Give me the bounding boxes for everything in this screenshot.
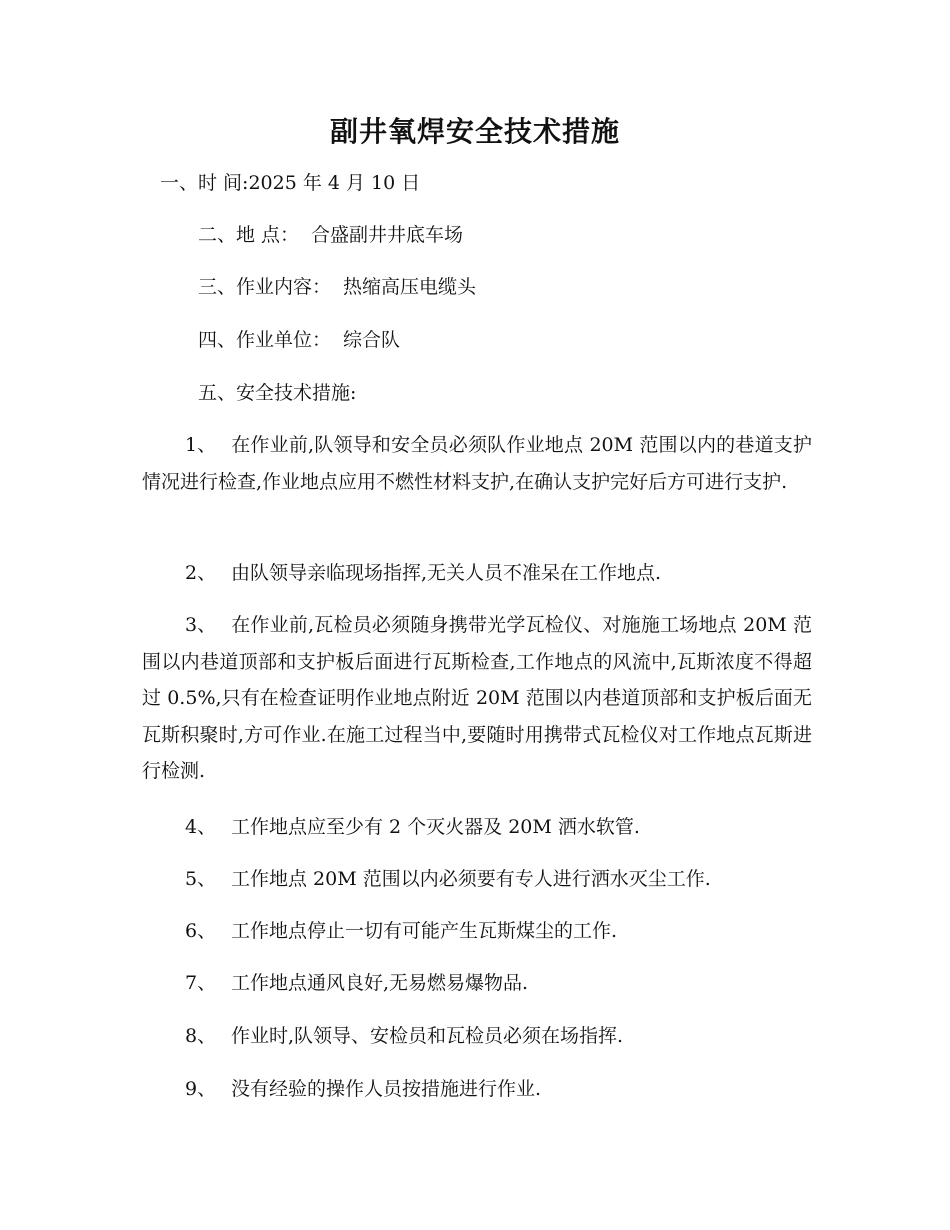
measure-item-7 <box>142 965 812 1002</box>
measure-item-1 <box>142 427 812 500</box>
measure-number: 3、 <box>185 614 217 636</box>
measure-text: 作业时,队领导、安检员和瓦检员必须在场指挥. <box>231 1025 624 1047</box>
measure-item-3 <box>142 607 812 790</box>
time-value: 2025 年 4 月 10 日 <box>248 172 421 194</box>
measure-text: 由队领导亲临现场指挥,无关人员不准呆在工作地点. <box>231 562 662 584</box>
measure-number: 8、 <box>185 1025 217 1047</box>
measure-text: 没有经验的操作人员按措施进行作业. <box>231 1078 542 1100</box>
measure-item-4 <box>142 809 812 846</box>
unit-line <box>198 327 400 353</box>
measure-item-2 <box>142 555 812 592</box>
measure-number: 4、 <box>185 816 217 838</box>
measure-number: 5、 <box>185 868 217 890</box>
measure-text: 在作业前,瓦检员必须随身携带光学瓦检仪、对施施工场地点 20M 范围以内巷道顶部和支护板后面进行瓦斯检查,工作地点的风流中,瓦斯浓度不得超过 0.5%,只有在检查证明作业地点附近 20M 范围以内巷道顶部和支护板后面无瓦斯积聚时,方可作业.在施工过程当中,要随时用携带式瓦检仪对工作地点瓦斯进行检测. <box>142 614 812 782</box>
time-label: 一、时 间: <box>160 172 249 194</box>
measure-item-6 <box>142 913 812 950</box>
document-title: 副井氧焊安全技术措施 <box>329 115 620 148</box>
measure-item-8 <box>142 1018 812 1055</box>
measure-item-5 <box>142 861 812 898</box>
measure-item-9 <box>142 1071 812 1108</box>
measure-text: 在作业前,队领导和安全员必须队作业地点 20M 范围以内的巷道支护情况进行检查,作业地点应用不燃性材料支护,在确认支护完好后方可进行支护. <box>142 434 812 493</box>
content-value: 热缩高压电缆头 <box>343 276 477 298</box>
place-line <box>198 222 463 248</box>
measure-number: 9、 <box>185 1078 217 1100</box>
measure-number: 2、 <box>185 562 217 584</box>
measure-text: 工作地点应至少有 2 个灭火器及 20M 洒水软管. <box>231 816 640 838</box>
measures-heading: 五、安全技术措施: <box>198 382 357 404</box>
measure-text: 工作地点 20M 范围以内必须要有专人进行洒水灭尘工作. <box>231 868 711 890</box>
unit-label: 四、作业单位： <box>198 329 332 351</box>
measure-number: 7、 <box>185 972 217 994</box>
place-value: 合盛副井井底车场 <box>311 224 464 246</box>
measure-text: 工作地点停止一切有可能产生瓦斯煤尘的工作. <box>231 920 618 942</box>
place-label: 二、地 点： <box>198 224 300 246</box>
content-label: 三、作业内容： <box>198 276 332 298</box>
measure-text: 工作地点通风良好,无易燃易爆物品. <box>231 972 529 994</box>
content-line <box>198 274 476 300</box>
measure-number: 1、 <box>185 434 217 456</box>
measure-number: 6、 <box>185 920 217 942</box>
time-line <box>160 170 420 196</box>
unit-value: 综合队 <box>343 329 401 351</box>
